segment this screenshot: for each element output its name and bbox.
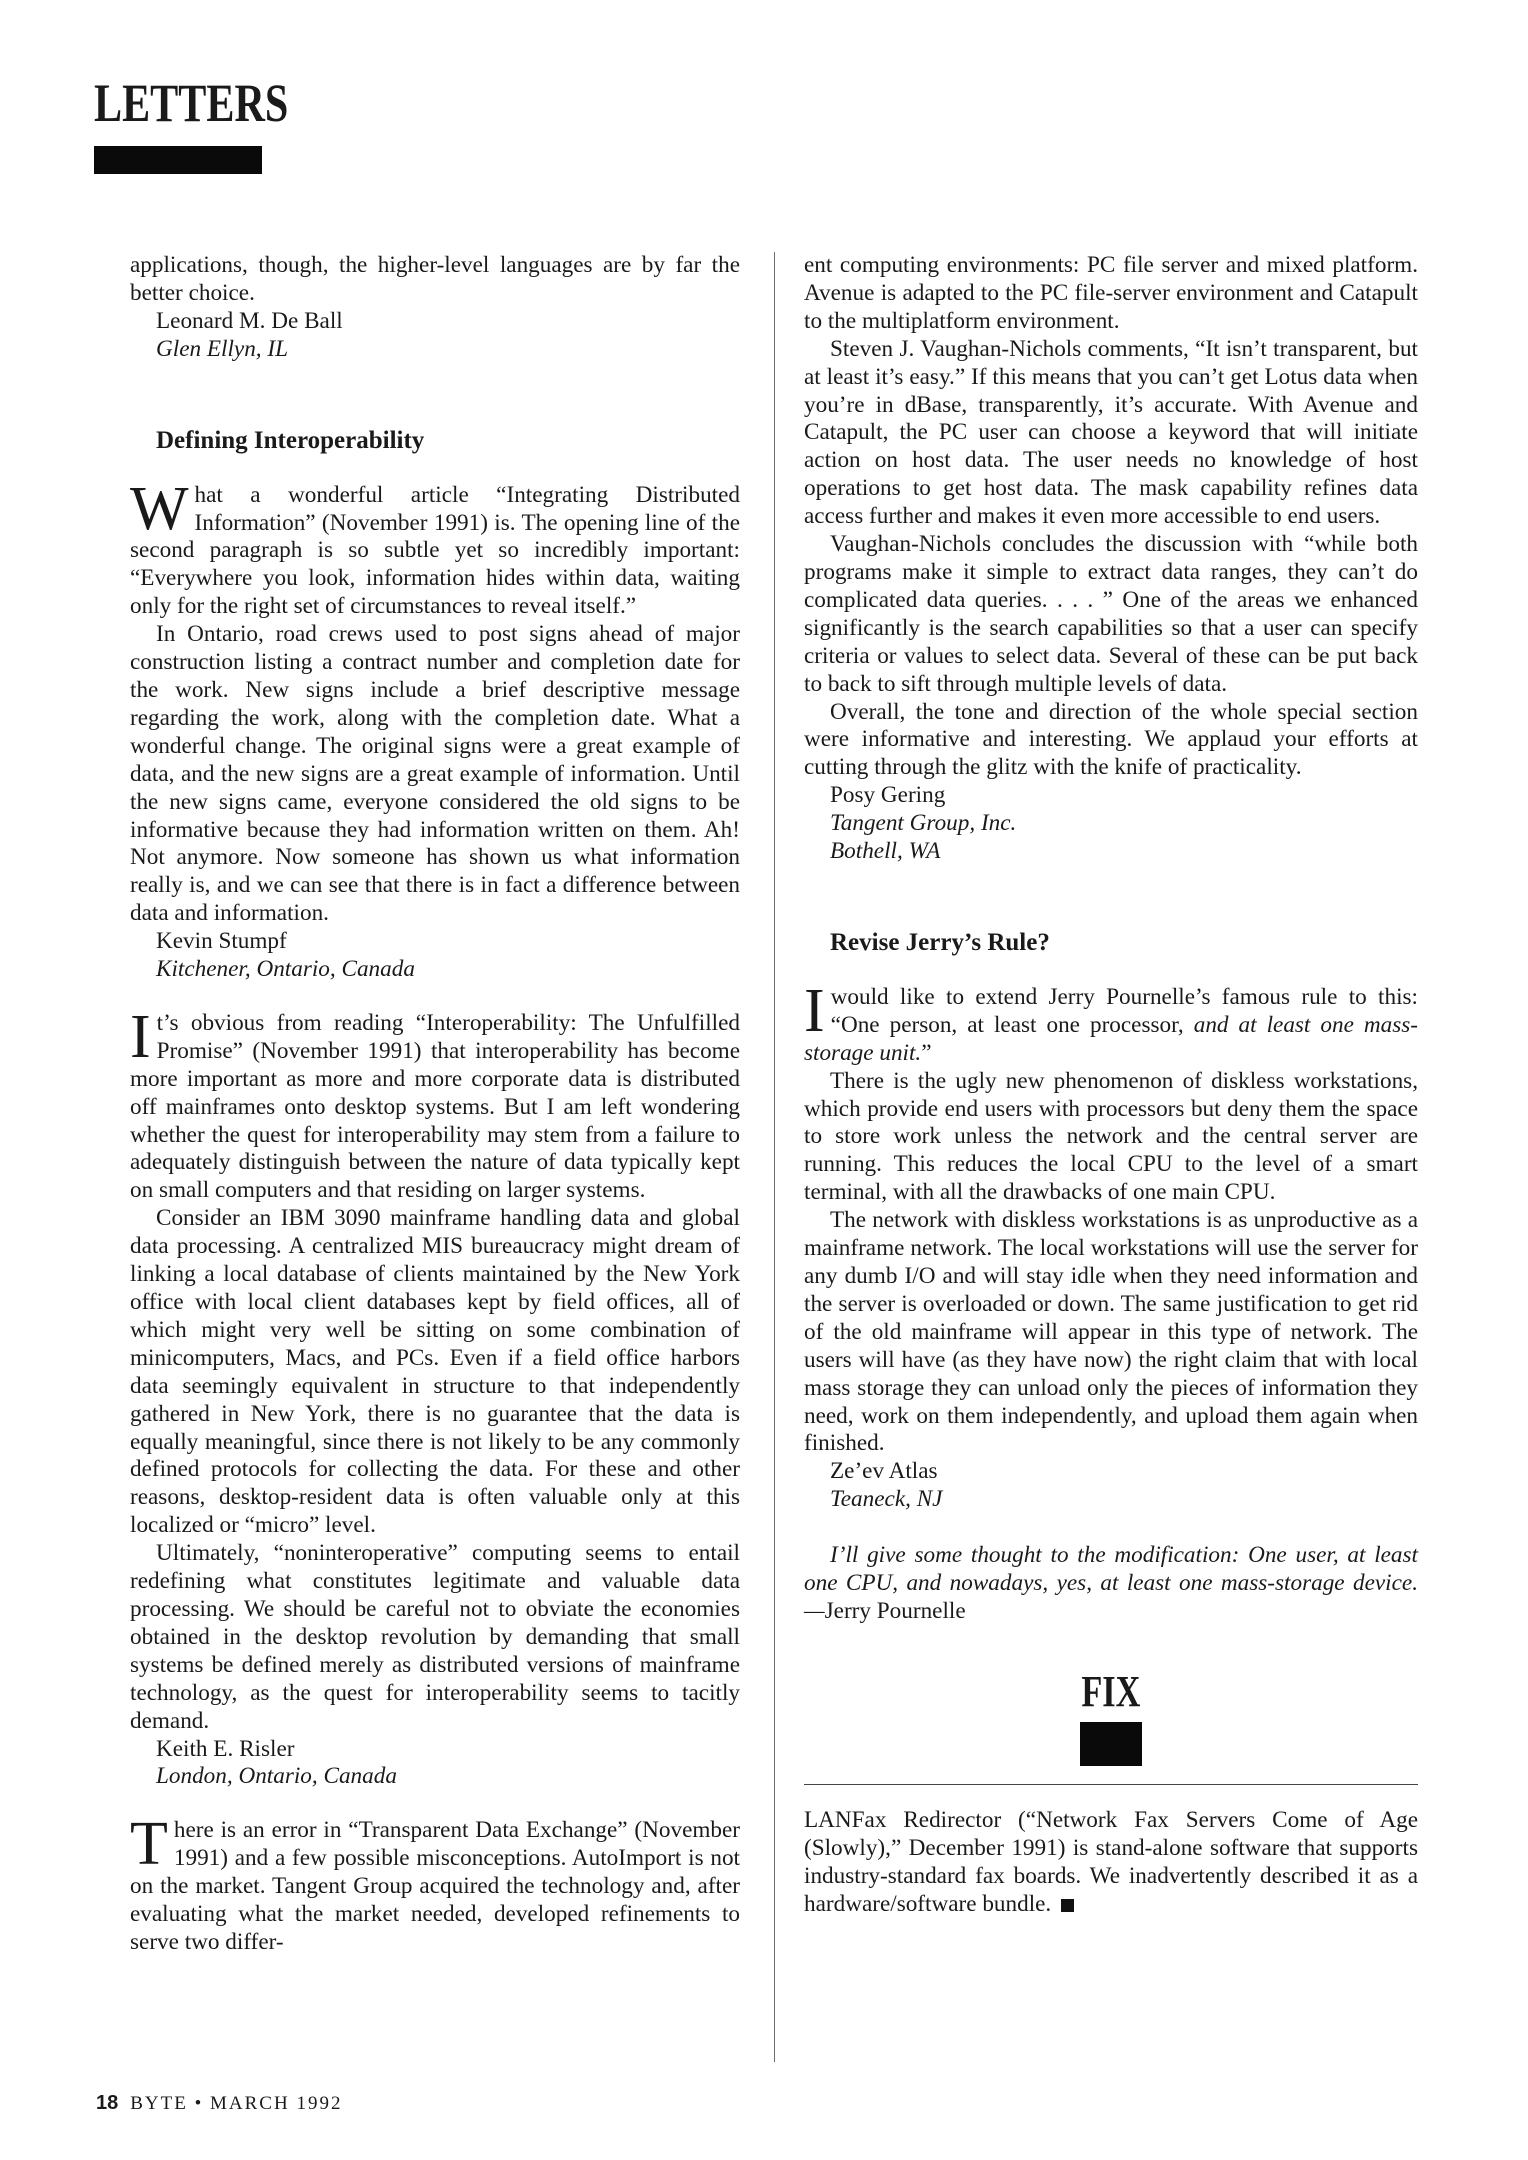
signature-name: Kevin Stumpf (156, 928, 287, 955)
letter-paragraph: In Ontario, road crews used to post signs ahead of major construction listing a contract number and completion date for the work. New signs include a brief descriptive message regarding the work, along with the completion date. What a wonderful change. The original signs were a great example of data, and the new signs are a great example of information. Until the new signs came, everyone considered the old signs to be informative because they had information written on them. Ah! Not anymore. Now someone has shown us what information really is, and we can see that there is in fact a difference between data and information. (130, 621, 740, 927)
letter-paragraph: Consider an IBM 3090 mainframe handling data and global data processing. A centralized MIS bureaucracy might dream of linking a local database of clients maintained by the New York office with local client databases kept by field offices, all of which might very well be sitting on some combination of minicomputers, Macs, and PCs. Even if a field office harbors data seemingly equivalent in structure to that independently gathered in New York, there is no guarantee that the data is equally meaningful, since there is not likely to be any commonly defined protocols for collecting the data. For these and other reasons, desktop-resident data is often valuable only at this localized or “micro” level. (130, 1205, 740, 1539)
left-column (130, 252, 740, 1957)
heading-revise-jerrys-rule: Revise Jerry’s Rule? (830, 928, 1050, 956)
signature-location: Teaneck, NJ (830, 1486, 943, 1513)
page-number: 18 (96, 2092, 119, 2114)
magazine-name: BYTE (130, 2093, 188, 2114)
letter-paragraph: Overall, the tone and direction of the whole special section were informative and interesting. We applaud your efforts at cutting through the glitz with the knife of practicality. (804, 698, 1418, 781)
heading-defining-interoperability: Defining Interoperability (156, 426, 425, 454)
letter-paragraph: Ultimately, “noninteroperative” computing seems to entail redefining what constitutes legitimate and valuable data processing. We should be careful not to obviate the economies obtained in the desktop revolution by demanding that small systems be defined merely as distributed versions of mainframe technology, as the quest for interoperability seems to tacitly demand. (130, 1540, 740, 1734)
column-divider (774, 252, 775, 2062)
right-column (804, 252, 1418, 1919)
issue-date: MARCH 1992 (210, 2093, 343, 2114)
signature-location: Bothell, WA (830, 838, 941, 865)
section-title-bar (94, 146, 262, 174)
editor-reply: I’ll give some thought to the modification: One user, at least one CPU, and nowadays, yes, at least one mass-storage device. —Jerry Pournelle (804, 1542, 1418, 1624)
intro-paragraph: applications, though, the higher-level languages are by far the better choice. (130, 252, 740, 306)
fix-section-header (804, 1666, 1418, 1766)
signature-location: Glen Ellyn, IL (156, 335, 289, 362)
fix-divider (804, 1784, 1418, 1785)
signature-company: Tangent Group, Inc. (830, 810, 1017, 837)
drop-cap: W (130, 474, 189, 543)
letter-paragraph: ent computing environments: PC file server and mixed platform. Avenue is adapted to the PC file-server environment and Catapult to the multiplatform environment. (804, 252, 1418, 334)
fix-title: FIX (1081, 1666, 1141, 1716)
signature-location: London, Ontario, Canada (156, 1763, 397, 1790)
editor-name: Jerry Pournelle (824, 1597, 966, 1624)
letter-paragraph: Steven J. Vaughan-Nichols comments, “It isn’t transparent, but at least it’s easy.” If this means that you can’t get Lotus data when you’re in dBase, transparently, it’s accurate. With Avenue and Catapult, the PC user can choose a keyword that will initiate action on host data. The user needs no knowledge of host operations to get host data. The mask capability refines data access further and makes it even more accessible to end users. (804, 335, 1418, 530)
fix-title-bar (1080, 1722, 1142, 1766)
letter-paragraph: The network with diskless workstations is as unproductive as a mainframe network. The local workstations will use the server for any dumb I/O and will stay idle when they need information and the server is overloaded or down. The same justification to get rid of the old mainframe will appear in this type of network. The users will have (as they have now) the right claim that with local mass storage they can unload only the pieces of information they need, work on them independently, and upload them again when finished. (804, 1207, 1418, 1457)
drop-cap: I (804, 976, 825, 1045)
letter-paragraph: Iwould like to extend Jerry Pournelle’s famous rule to this: “One person, at least one processor, and at least one mass-storage unit.” (804, 976, 1419, 1066)
drop-cap: T (130, 1810, 168, 1879)
fix-paragraph: LANFax Redirector (“Network Fax Servers Come of Age (Slowly),” December 1991) is stand-alone software that supports industry-standard fax boards. We inadvertently described it as a hardware/software bundle. (804, 1806, 1418, 1917)
section-title: LETTERS (94, 73, 289, 133)
signature-name: Ze’ev Atlas (830, 1458, 938, 1485)
page-footer: 18 BYTE • MARCH 1992 (96, 2092, 343, 2114)
letter-paragraph: What a wonderful article “Integrating Distributed Information” (November 1991) is. The opening line of the second paragraph is so subtle yet so incredibly important: “Everywhere you look, information hides within data, waiting only for the right set of circumstances to reveal itself.” (130, 474, 740, 620)
letter-paragraph: There is an error in “Transparent Data Exchange” (November 1991) and a few possible misconceptions. AutoImport is not on the market. Tangent Group acquired the technology and, after evaluating what the market needed, developed refinements to serve two differ- (130, 1810, 740, 1955)
signature-name: Keith E. Risler (156, 1735, 295, 1762)
drop-cap: I (130, 1002, 151, 1071)
letter-paragraph: Vaughan-Nichols concludes the discussion with “while both programs make it simple to extract data ranges, they can’t do complicated data queries. . . . ” One of the areas we enhanced significantly is the search capabilities so that a user can specify criteria or values to select data. Several of these can be put back to back to sift through multiple levels of data. (804, 531, 1418, 697)
signature-name: Leonard M. De Ball (156, 307, 343, 334)
signature-name: Posy Gering (830, 782, 946, 809)
letter-paragraph: There is the ugly new phenomenon of diskless workstations, which provide end users with processors but deny them the space to store work unless the network and the central server are running. This reduces the local CPU to the level of a smart terminal, with all the drawbacks of one main CPU. (804, 1067, 1418, 1206)
signature-location: Kitchener, Ontario, Canada (156, 956, 415, 983)
letter-paragraph: It’s obvious from reading “Interoperability: The Unfulfilled Promise” (November 1991) that interoperability has become more important as more and more corporate data is distributed off mainframes onto desktop systems. But I am left wondering whether the quest for interoperability may stem from a failure to adequately distinguish between the nature of data typically kept on small computers and that residing on larger systems. (130, 1002, 740, 1204)
end-mark-icon (1061, 1899, 1074, 1912)
